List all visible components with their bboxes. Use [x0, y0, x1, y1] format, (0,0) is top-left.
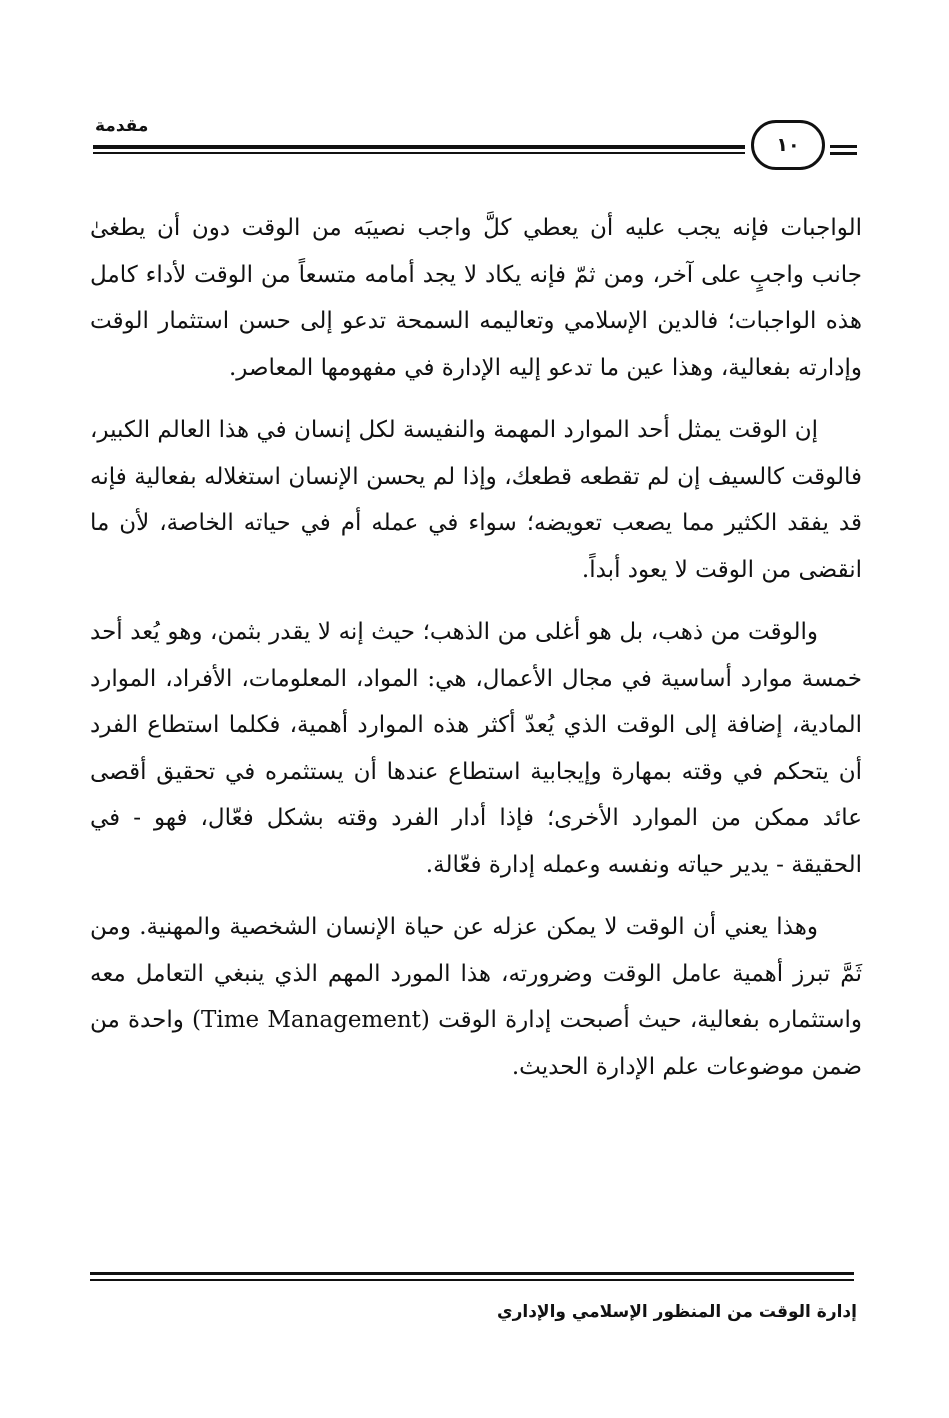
page-number-badge	[751, 120, 825, 170]
badge-tail-lines	[830, 145, 857, 159]
header-rule-thin	[93, 152, 745, 154]
paragraph: الواجبات فإنه يجب عليه أن يعطي كلَّ واجب نصيبَه من الوقت دون أن يطغىٰ جانب واجبٍ على آخر، ومن ثمّ فإنه يكاد لا يجد أمامه متسعاً من الوقت لأداء كامل هذه الواجبات؛ فالدين الإسلامي وتعاليمه السمحة تدعو إلى حسن استثمار الوقت وإدارته بفعالية، وهذا عين ما تدعو إليه الإدارة في مفهومها المعاصر.	[90, 215, 862, 381]
header-rule-thick	[93, 145, 745, 149]
footer-rule	[90, 1272, 854, 1281]
paragraph: والوقت من ذهب، بل هو أغلى من الذهب؛ حيث إنه لا يقدر بثمن، وهو يُعد أحد خمسة موارد أساسية في مجال الأعمال، هي: المواد، المعلومات، الأفراد، الموارد المادية، إضافة إلى الوقت الذي يُعدّ أكثر هذه الموارد أهمية، فكلما استطاع الفرد أن يتحكم في وقته بمهارة وإيجابية استطاع عندها أن يستثمره في تحقيق أقصى عائد ممكن من الموارد الأخرى؛ فإذا أدار الفرد وقته بشكل فعّال، فهو - في الحقيقة - يدير حياته ونفسه وعمله إدارة فعّالة.	[90, 619, 862, 878]
header-rule	[93, 143, 859, 163]
paragraph: إن الوقت يمثل أحد الموارد المهمة والنفيسة لكل إنسان في هذا العالم الكبير، فالوقت كالسيف إن لم تقطعه قطعك، وإذا لم يحسن الإنسان استغلاله بفعالية فإنه قد يفقد الكثير مما يصعب تعويضه؛ سواء في عمله أم في حياته الخاصة، لأن ما انقضى من الوقت لا يعود أبداً.	[90, 417, 862, 583]
body-text	[90, 205, 862, 1106]
book-title: إدارة الوقت من المنظور الإسلامي والإداري	[497, 1302, 857, 1322]
section-title: مقدمة	[95, 116, 149, 136]
paragraph: وهذا يعني أن الوقت لا يمكن عزله عن حياة الإنسان الشخصية والمهنية. ومن ثَمَّ تبرز أهمية عامل الوقت وضرورته، هذا المورد المهم الذي ينبغي التعامل معه واستثماره بفعالية، حيث أصبحت إدارة الوقت (Time Management) واحدة من ضمن موضوعات علم الإدارة الحديث.	[90, 914, 863, 1080]
footer-rule-thick	[90, 1272, 854, 1275]
page-number: ١٠	[776, 134, 800, 156]
footer-rule-thin	[90, 1279, 854, 1281]
